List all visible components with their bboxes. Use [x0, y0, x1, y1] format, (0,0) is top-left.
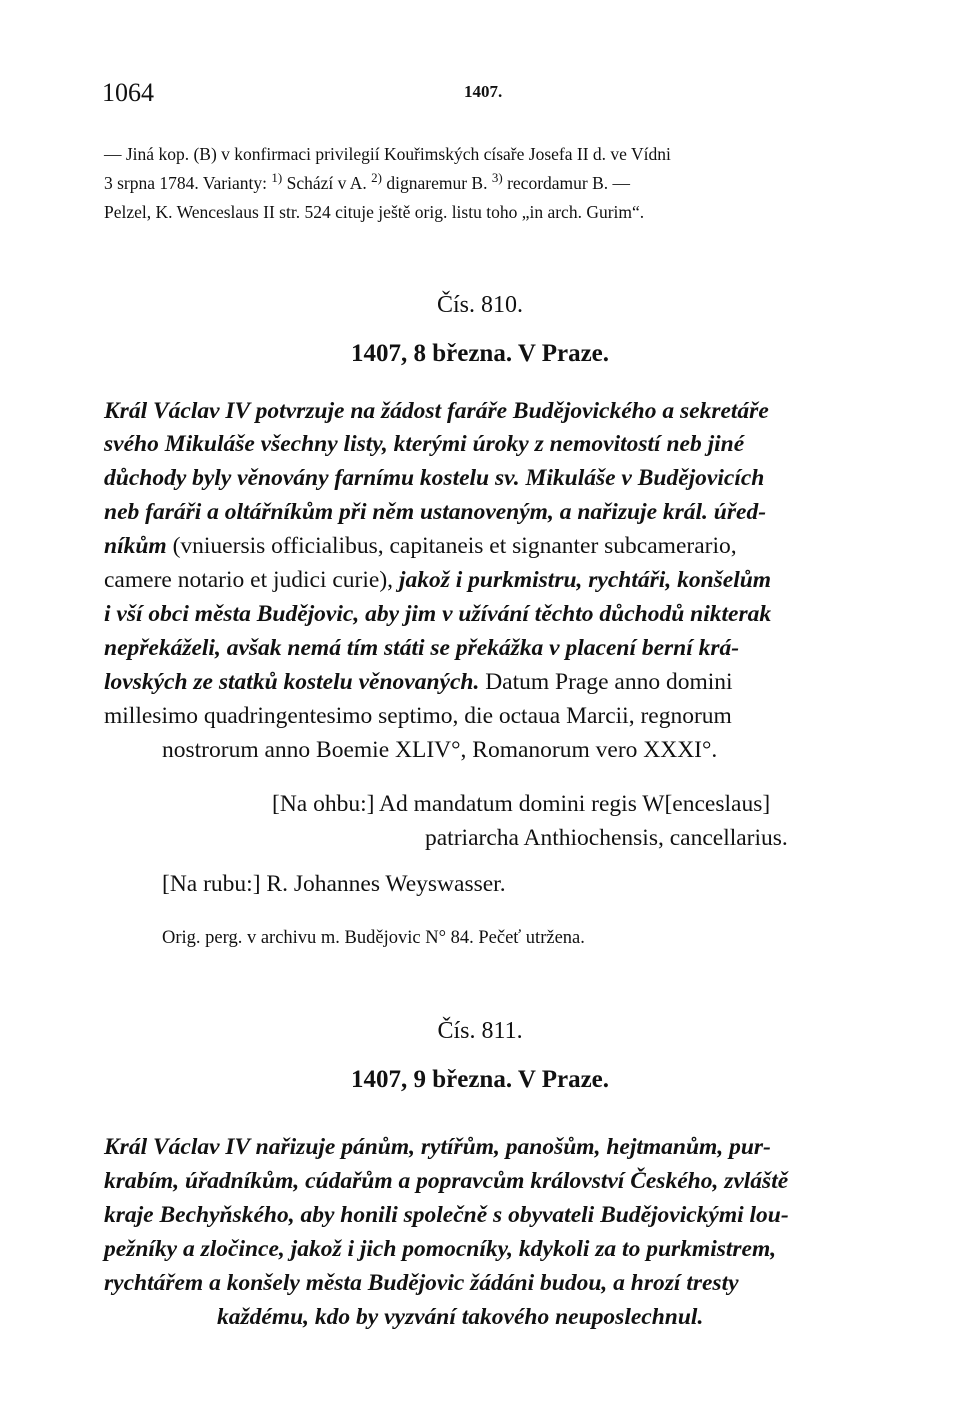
footnote-marker: 2) [371, 170, 383, 186]
regest-fragment: lovských ze statků kostelu věnovaných. [104, 669, 480, 695]
verso-note: [Na rubu:] R. Johannes Weyswasser. [162, 871, 506, 897]
note-variants: 3 srpna 1784. Varianty: [104, 173, 267, 193]
footnote-marker: 3) [491, 170, 503, 186]
page-number: 1064 [102, 78, 154, 107]
note-variant-3: recordamur B. — [507, 173, 631, 193]
previous-document-note [104, 140, 872, 227]
regest-fragment: jakož i purkmistru, rychtáři, konšelům [398, 567, 772, 593]
running-head: 1407. [464, 82, 503, 101]
regest-line: nepřekáželi, avšak nemá tím státi se překážka v placení berní krá- [104, 635, 740, 661]
latin-fragment: (vniuersis officialibus, capitaneis et signanter subcamerario, [172, 533, 737, 559]
regest-line: rychtářem a konšely města Budějovic žádáni budou, a hrozí tresty [104, 1270, 739, 1296]
regest-line: svého Mikuláše všechny listy, kterými úroky z nemovitostí neb jiné [104, 431, 745, 457]
regest-fragment: níkům [104, 533, 167, 559]
latin-fragment: Datum Prage anno domini [485, 669, 733, 695]
note-line-1: — Jiná kop. (B) v konfirmaci privilegií Kouřimských císaře Josefa II d. ve Vídni [104, 144, 671, 164]
text-line [104, 533, 737, 560]
document-date-810: 1407, 8 března. V Praze. [350, 340, 610, 367]
regest-line: i vší obci města Budějovic, aby jim v užívání těchto důchodů nikterak [104, 601, 772, 627]
regest-line: Král Václav IV nařizuje pánům, rytířům, panošům, hejtmanům, pur- [104, 1134, 771, 1160]
note-line-3: Pelzel, K. Wenceslaus II str. 524 cituje ještě orig. listu toho „in arch. Gurim“. [104, 202, 645, 222]
document-number-810: Čís. 810. [436, 292, 523, 318]
regest-line: každému, kdo by vyzvání takového neuposlechnul. [217, 1304, 704, 1330]
regest-line: Král Václav IV potvrzuje na žádost faráře Budějovického a sekretáře [104, 398, 769, 424]
regest-line: kraje Bechyňského, aby honili společně s obyvateli Budějovickými lou- [104, 1202, 789, 1228]
regest-line: pežníky a zločince, jakož i jich pomocníky, kdykoli za to purkmistrem, [104, 1236, 777, 1262]
regest-line: důchody byly věnovány farnímu kostelu sv. Mikuláše v Budějovicích [104, 465, 765, 491]
note-line-2 [104, 169, 872, 198]
latin-line: nostrorum anno Boemie XLIV°, Romanorum vero XXXI°. [162, 737, 718, 763]
document-number-811: Čís. 811. [437, 1018, 523, 1044]
text-line [104, 669, 733, 696]
latin-line: millesimo quadringentesimo septimo, die octaua Marcii, regnorum [104, 703, 732, 729]
fold-note-continued: patriarcha Anthiochensis, cancellarius. [425, 825, 788, 851]
note-variant-1: Schází v A. [286, 173, 367, 193]
regest-line: krabím, úřadníkům, cúdařům a popravcům království Českého, zvláště [104, 1168, 789, 1194]
note-variant-2: dignaremur B. [386, 173, 488, 193]
regest-line: neb faráři a oltářníkům při něm ustanoveným, a nařizuje král. úřed- [104, 499, 767, 525]
document-date-811: 1407, 9 března. V Praze. [350, 1066, 610, 1093]
text-line [104, 567, 771, 594]
footnote-marker: 1) [271, 170, 283, 186]
source-note: Orig. perg. v archivu m. Budějovic N° 84. Pečeť utržena. [162, 928, 585, 948]
fold-note: [Na ohbu:] Ad mandatum domini regis W[enceslaus] [272, 791, 771, 817]
latin-fragment: camere notario et judici curie), [104, 567, 394, 593]
